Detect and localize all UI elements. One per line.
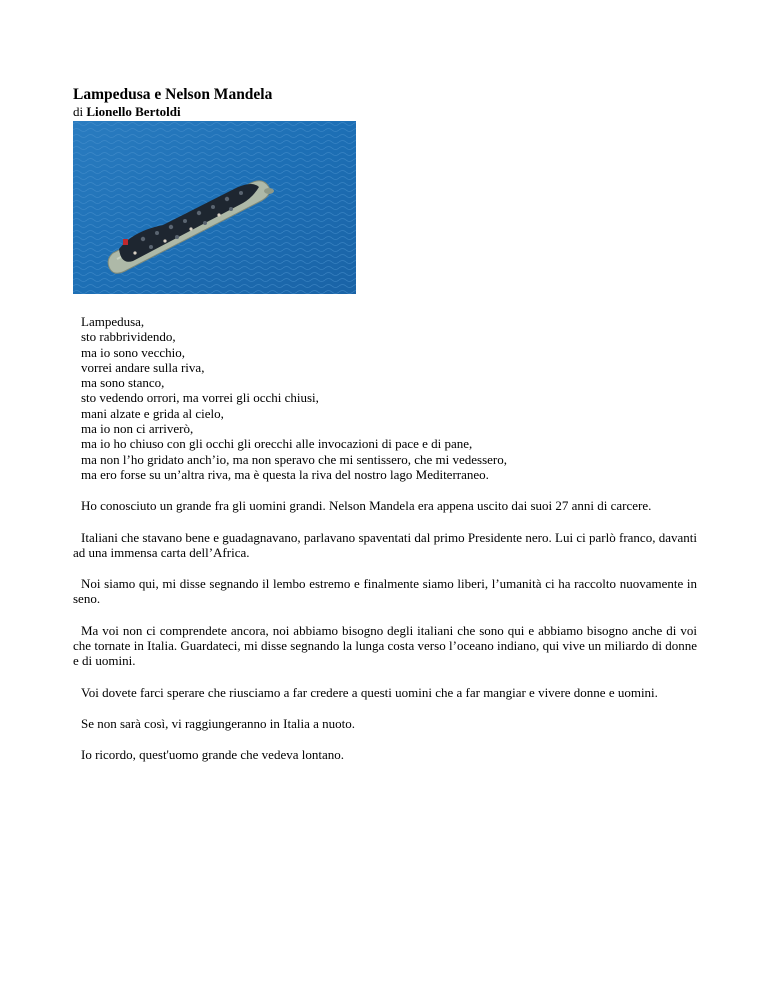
author-name: Lionello Bertoldi [86,104,181,119]
poem-line: vorrei andare sulla riva, [81,359,205,375]
document-title: Lampedusa e Nelson Mandela [73,86,273,103]
poem-line: ma ero forse su un’altra riva, ma è questa la riva del nostro lago Mediterraneo. [81,466,489,482]
body-paragraph: Noi siamo qui, mi disse segnando il lembo estremo e finalmente siamo liberi, l’umanità ci ha raccolto nuovamente in seno. [73,576,697,607]
byline [73,104,697,119]
byline-prefix: di [73,104,84,119]
body-paragraph: Ma voi non ci comprendete ancora, noi abbiamo bisogno degli italiani che sono qui e abbiamo bisogno anche di voi che tornate in Italia. Guardateci, mi disse segnando la lunga costa verso l’oceano indiano, qui vive un miliardo di donne e di uomini. [73,622,697,669]
body-paragraph: Io ricordo, quest'uomo grande che vedeva lontano. [81,747,344,763]
body-paragraph: Se non sarà così, vi raggiungeranno in Italia a nuoto. [81,715,356,731]
poem-line: ma io ho chiuso con gli occhi gli orecchi alle invocazioni di pace e di pane, [81,436,473,452]
poem-line: ma io non ci arriverò, [81,421,194,437]
poem-line: ma sono stanco, [81,375,165,391]
poem-line: ma io sono vecchio, [81,344,185,360]
poem-line: sto vedendo orrori, ma vorrei gli occhi chiusi, [81,390,319,406]
body-paragraph: Italiani che stavano bene e guadagnavano, parlavano spaventati dal primo Presidente nero. Lui ci parlò franco, davanti ad una immensa carta dell’Africa. [73,529,697,560]
document-page [73,86,697,763]
poem-line: mani alzate e grida al cielo, [81,405,224,421]
poem-line: Lampedusa, [81,314,145,329]
poem [81,314,697,482]
body-paragraph: Voi dovete farci sperare che riusciamo a far credere a questi uomini che a far mangiar e vivere donne e uomini. [81,684,658,700]
body-paragraph: Ho conosciuto un grande fra gli uomini grandi. Nelson Mandela era appena uscito dai suoi 27 anni di carcere. [81,498,652,514]
migrant-boat-at-sea-photo [73,121,356,294]
poem-line: ma non l’ho gridato anch’io, ma non speravo che mi sentissero, che mi vedessero, [81,451,507,467]
poem-line: sto rabbrividendo, [81,329,176,345]
